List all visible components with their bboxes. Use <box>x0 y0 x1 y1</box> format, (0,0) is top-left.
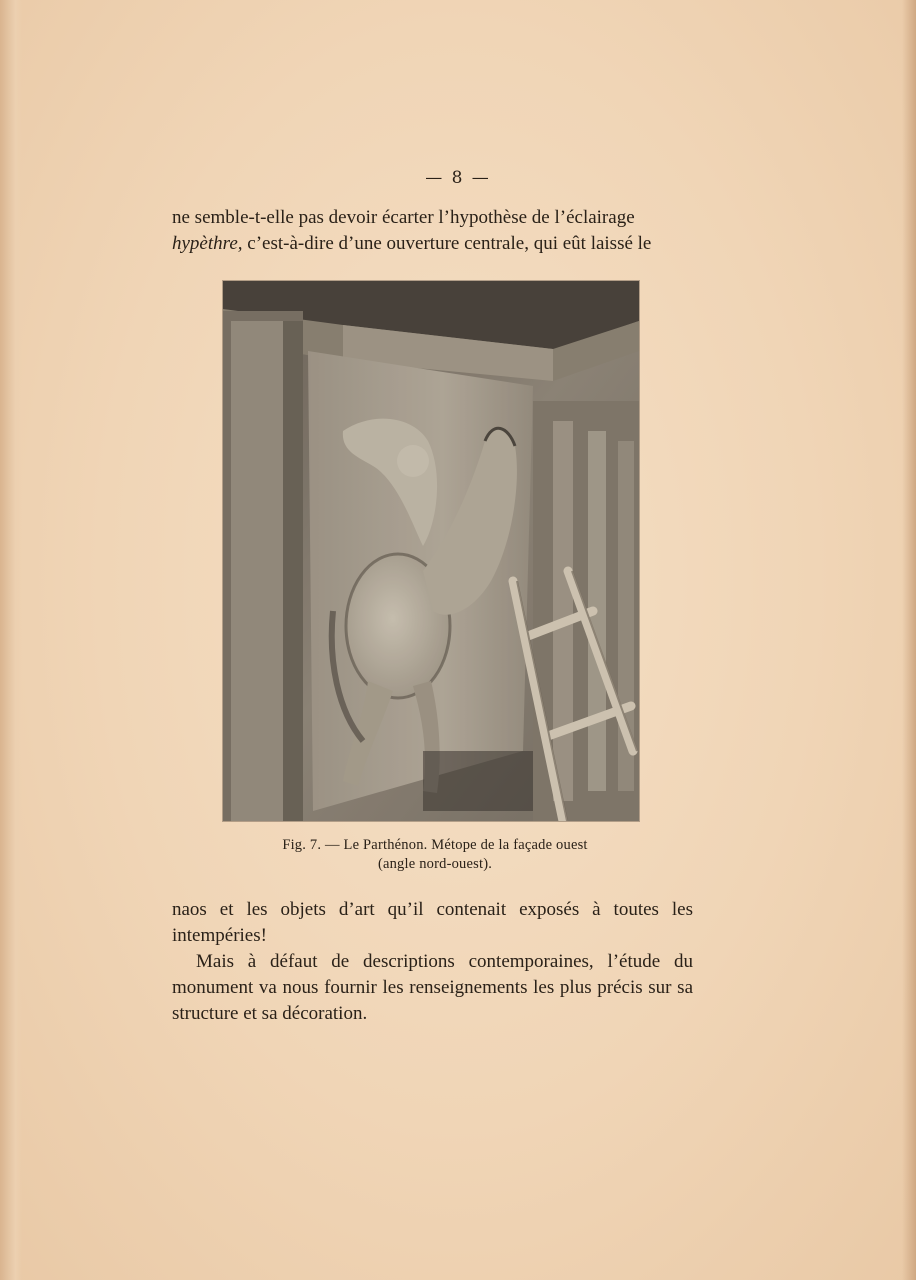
top-text-line-2-rest: c’est-à-dire d’une ouverture centrale, qui eût laissé le <box>242 233 652 254</box>
paragraph-2: Mais à défaut de descriptions contemporaines, l’étude du monument va nous fournir les renseignements les plus précis sur sa structure et sa décoration. <box>172 951 693 1024</box>
page-edge-shadow <box>902 0 916 1280</box>
metope-illustration <box>223 281 639 821</box>
caption-line-2: (angle nord-ouest). <box>377 856 493 872</box>
top-text-line-1: ne semble-t-elle pas devoir écarter l’hypothèse de l’éclairage <box>172 207 635 228</box>
top-text-line-2 <box>172 231 693 257</box>
metope-photograph <box>223 281 639 821</box>
caption-line-1: Fig. 7. — Le Parthénon. Métope de la façade ouest <box>282 837 588 853</box>
paragraph-1: naos et les objets d’art qu’il contenait exposés à toutes les intempéries! <box>172 899 693 946</box>
top-paragraph <box>172 205 693 257</box>
bottom-paragraphs <box>172 897 693 1027</box>
figure-caption <box>180 836 690 874</box>
page-number: — 8 — <box>425 168 491 188</box>
italic-term: hypèthre, <box>172 233 243 254</box>
page-gutter-shadow <box>0 0 22 1280</box>
